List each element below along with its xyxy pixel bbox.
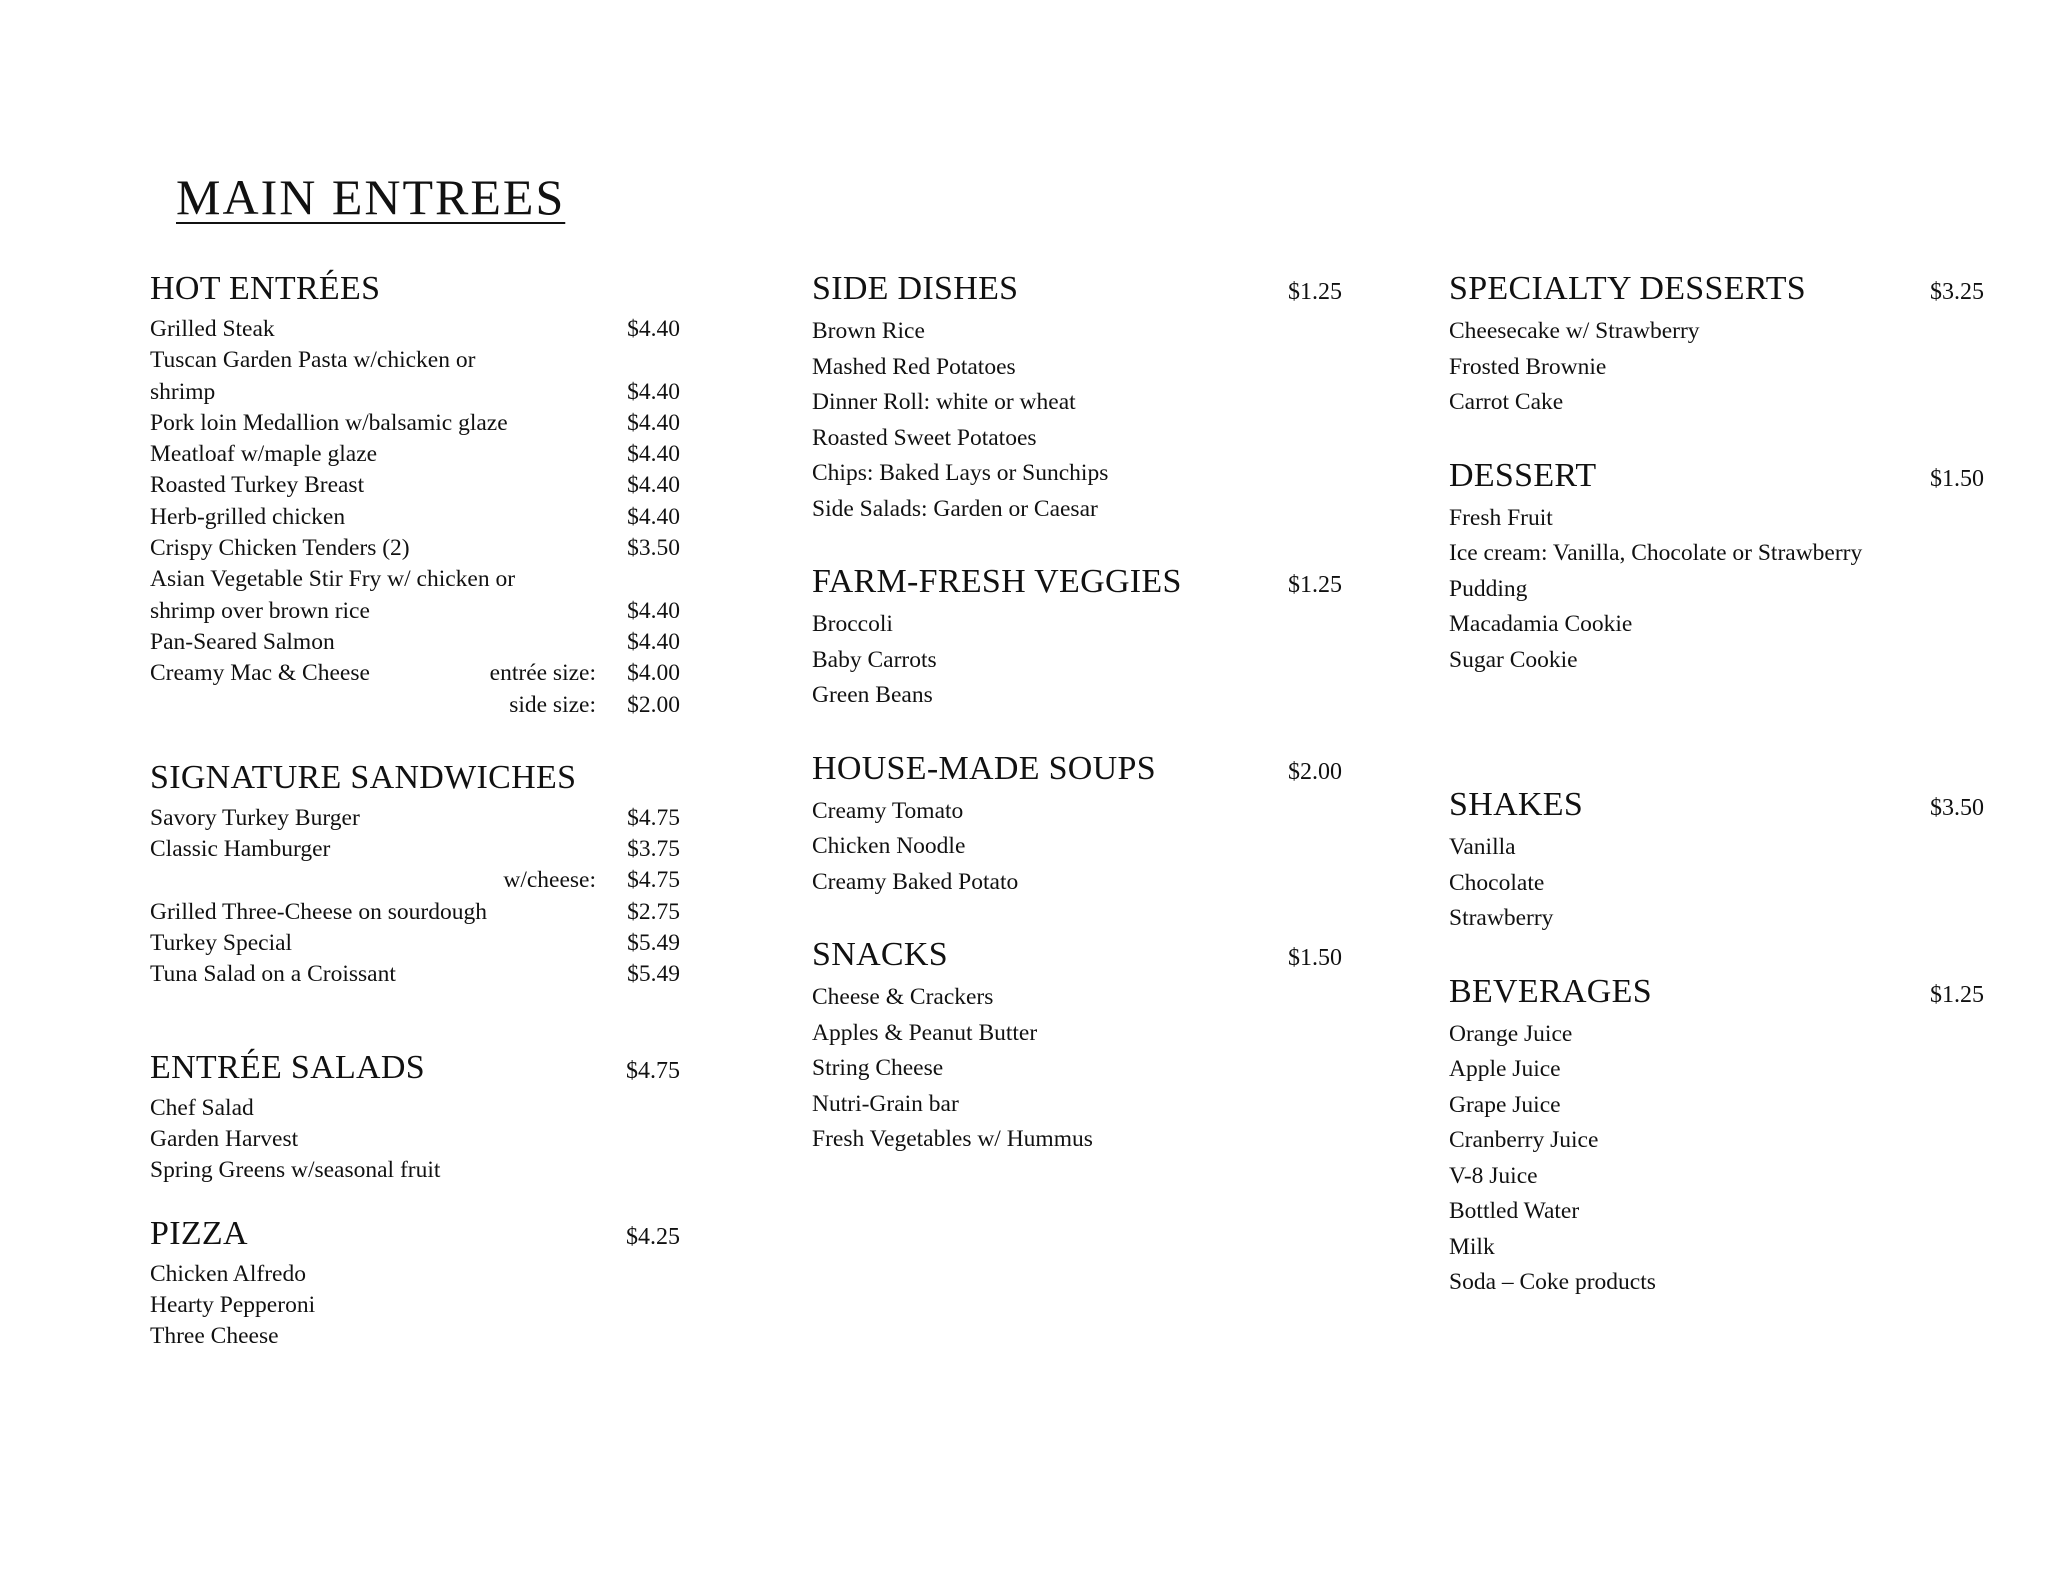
item-name: Asian Vegetable Stir Fry w/ chicken or <box>150 566 516 593</box>
section-title: SNACKS <box>812 936 948 973</box>
list-item: Three Cheese <box>150 1323 279 1350</box>
list-item: Fresh Fruit <box>1449 504 1553 531</box>
section-price: $1.50 <box>1930 465 1984 492</box>
section-title: SIGNATURE SANDWICHES <box>150 758 577 796</box>
list-item: Hearty Pepperoni <box>150 1291 316 1318</box>
list-item: Strawberry <box>1449 905 1554 931</box>
section-title: ENTRÉE SALADS <box>150 1048 425 1086</box>
item-name: Pork loin Medallion w/balsamic glaze <box>150 409 508 436</box>
list-item: Spring Greens w/seasonal fruit <box>150 1157 441 1184</box>
list-item: Cheese & Crackers <box>812 984 994 1010</box>
section-title: HOUSE-MADE SOUPS <box>812 749 1156 787</box>
list-item: Creamy Tomato <box>812 797 964 824</box>
item-name: Meatloaf w/maple glaze <box>150 441 378 468</box>
item-name: Roasted Turkey Breast <box>150 472 365 499</box>
menu-item <box>150 439 680 470</box>
list-item: Dinner Roll: white or wheat <box>812 389 1076 415</box>
section-title: PIZZA <box>150 1214 248 1252</box>
section-price: $2.00 <box>1288 758 1342 785</box>
list-item: Garden Harvest <box>150 1125 299 1152</box>
item-name: Grilled Steak <box>150 316 275 342</box>
section-title: SHAKES <box>1449 786 1584 823</box>
pizza-list <box>150 1259 680 1353</box>
section-beverages <box>1449 973 1984 1301</box>
list-item: Chips: Baked Lays or Sunchips <box>812 460 1109 486</box>
list-item: Sugar Cookie <box>1449 646 1578 673</box>
list-item: Grape Juice <box>1449 1091 1561 1118</box>
list-item: Ice cream: Vanilla, Chocolate or Strawberry <box>1449 540 1863 566</box>
item-price: $4.40 <box>627 441 680 468</box>
item-price: $4.40 <box>627 628 680 655</box>
item-price: $2.00 <box>627 691 680 718</box>
item-name: Savory Turkey Burger <box>150 804 360 831</box>
menu-item <box>150 803 680 834</box>
item-price: $3.75 <box>627 836 680 863</box>
section-price: $1.25 <box>1930 981 1984 1008</box>
item-price: $4.75 <box>627 804 680 831</box>
section-price: $4.25 <box>626 1223 680 1250</box>
menu-column-middle <box>812 270 1342 1158</box>
item-price: $5.49 <box>627 930 680 957</box>
section-price: $3.50 <box>1930 795 1984 821</box>
menu-item <box>150 564 680 595</box>
size-label: entrée size: <box>489 660 596 687</box>
item-name: Pan-Seared Salmon <box>150 628 335 655</box>
page-title: MAIN ENTREES <box>176 169 566 225</box>
list-item: Soda – Coke products <box>1449 1269 1656 1295</box>
list-item: Carrot Cake <box>1449 389 1564 415</box>
item-name: Grilled Three-Cheese on sourdough <box>150 898 487 925</box>
item-price: $4.40 <box>627 472 680 499</box>
item-price: $4.40 <box>627 503 680 530</box>
menu-item <box>150 377 680 408</box>
item-price: $4.00 <box>627 660 680 687</box>
section-dessert <box>1449 457 1984 679</box>
list-item: Cranberry Juice <box>1449 1127 1599 1153</box>
section-pizza <box>150 1215 680 1353</box>
entree-salads-list <box>150 1093 680 1187</box>
list-item: Frosted Brownie <box>1449 353 1607 380</box>
item-price: $4.40 <box>627 597 680 624</box>
sandwiches-list-continued <box>150 897 680 991</box>
list-item: Mashed Red Potatoes <box>812 353 1016 380</box>
specialty-desserts-list <box>1449 314 1984 421</box>
list-item: Vanilla <box>1449 834 1516 860</box>
section-title: HOT ENTRÉES <box>150 270 381 307</box>
menu-item <box>150 502 680 533</box>
list-item: Orange Juice <box>1449 1020 1573 1047</box>
beverages-list <box>1449 1017 1984 1301</box>
list-item: String Cheese <box>812 1055 944 1081</box>
menu-item <box>150 470 680 501</box>
list-item: Milk <box>1449 1233 1495 1260</box>
list-item: Green Beans <box>812 682 933 708</box>
item-name: Tuscan Garden Pasta w/chicken or <box>150 347 476 374</box>
section-price: $1.25 <box>1288 572 1342 598</box>
section-title: SPECIALTY DESSERTS <box>1449 270 1806 307</box>
section-title: BEVERAGES <box>1449 972 1652 1010</box>
menu-item <box>150 596 680 627</box>
section-title: SIDE DISHES <box>812 270 1019 307</box>
item-price: $4.40 <box>627 378 680 405</box>
menu-item <box>150 345 680 376</box>
menu-item <box>150 533 680 564</box>
list-item: Nutri-Grain bar <box>812 1090 959 1117</box>
section-house-made-soups <box>812 750 1342 901</box>
list-item: Chicken Noodle <box>812 833 966 859</box>
item-name: Classic Hamburger <box>150 836 331 863</box>
list-item: Apple Juice <box>1449 1056 1561 1082</box>
section-price: $3.25 <box>1930 279 1984 305</box>
section-entree-salads <box>150 1049 680 1187</box>
menu-item <box>150 928 680 959</box>
menu-item-mac-cheese <box>150 658 680 689</box>
section-shakes <box>1449 786 1984 937</box>
list-item: Creamy Baked Potato <box>812 868 1019 895</box>
menu-item-mac-cheese-side <box>150 690 680 721</box>
item-price: $3.50 <box>627 535 680 562</box>
veggies-list <box>812 607 1342 714</box>
list-item: Roasted Sweet Potatoes <box>812 424 1037 451</box>
item-price: $5.49 <box>627 961 680 988</box>
menu-column-right <box>1449 270 1984 1301</box>
option-label: w/cheese: <box>503 867 596 894</box>
section-specialty-desserts <box>1449 270 1984 421</box>
hot-entrees-list <box>150 314 680 658</box>
section-farm-fresh-veggies <box>812 563 1342 714</box>
item-name: Creamy Mac & Cheese <box>150 660 370 687</box>
section-price: $1.25 <box>1288 279 1342 305</box>
item-name: Herb-grilled chicken <box>150 503 346 530</box>
section-title: FARM-FRESH VEGGIES <box>812 563 1182 600</box>
side-dishes-list <box>812 314 1342 527</box>
list-item: V-8 Juice <box>1449 1162 1538 1189</box>
menu-column-left <box>150 270 680 1352</box>
item-price: $4.75 <box>627 867 680 894</box>
item-name: Crispy Chicken Tenders (2) <box>150 535 410 562</box>
section-hot-entrees <box>150 270 680 721</box>
item-name: Tuna Salad on a Croissant <box>150 961 396 988</box>
menu-item <box>150 627 680 658</box>
list-item: Pudding <box>1449 575 1528 602</box>
list-item: Chef Salad <box>150 1094 254 1121</box>
section-side-dishes <box>812 270 1342 527</box>
item-price: $2.75 <box>627 898 680 925</box>
list-item: Fresh Vegetables w/ Hummus <box>812 1126 1093 1152</box>
menu-item <box>150 897 680 928</box>
list-item: Brown Rice <box>812 318 925 344</box>
section-price: $1.50 <box>1288 945 1342 971</box>
item-price: $4.40 <box>627 409 680 436</box>
list-item: Chicken Alfredo <box>150 1260 306 1287</box>
list-item: Chocolate <box>1449 869 1545 896</box>
sandwiches-list <box>150 803 680 866</box>
menu-item <box>150 834 680 865</box>
item-price: $4.40 <box>627 316 680 342</box>
item-name: shrimp over brown rice <box>150 597 370 624</box>
menu-item-cheese-option <box>150 865 680 896</box>
list-item: Apples & Peanut Butter <box>812 1019 1038 1046</box>
menu-item <box>150 408 680 439</box>
menu-item <box>150 959 680 990</box>
list-item: Side Salads: Garden or Caesar <box>812 495 1098 522</box>
dessert-list <box>1449 501 1984 679</box>
section-snacks <box>812 936 1342 1158</box>
list-item: Cheesecake w/ Strawberry <box>1449 318 1700 344</box>
item-name: shrimp <box>150 378 216 405</box>
menu-item <box>150 314 680 345</box>
soups-list <box>812 794 1342 901</box>
size-label: side size: <box>509 691 596 718</box>
list-item: Bottled Water <box>1449 1198 1580 1224</box>
section-title: DESSERT <box>1449 456 1597 494</box>
list-item: Baby Carrots <box>812 646 937 673</box>
section-sandwiches <box>150 759 680 991</box>
section-price: $4.75 <box>626 1057 680 1084</box>
list-item: Broccoli <box>812 611 893 637</box>
item-name: Turkey Special <box>150 930 293 957</box>
list-item: Macadamia Cookie <box>1449 611 1633 637</box>
shakes-list <box>1449 830 1984 937</box>
snacks-list <box>812 980 1342 1158</box>
